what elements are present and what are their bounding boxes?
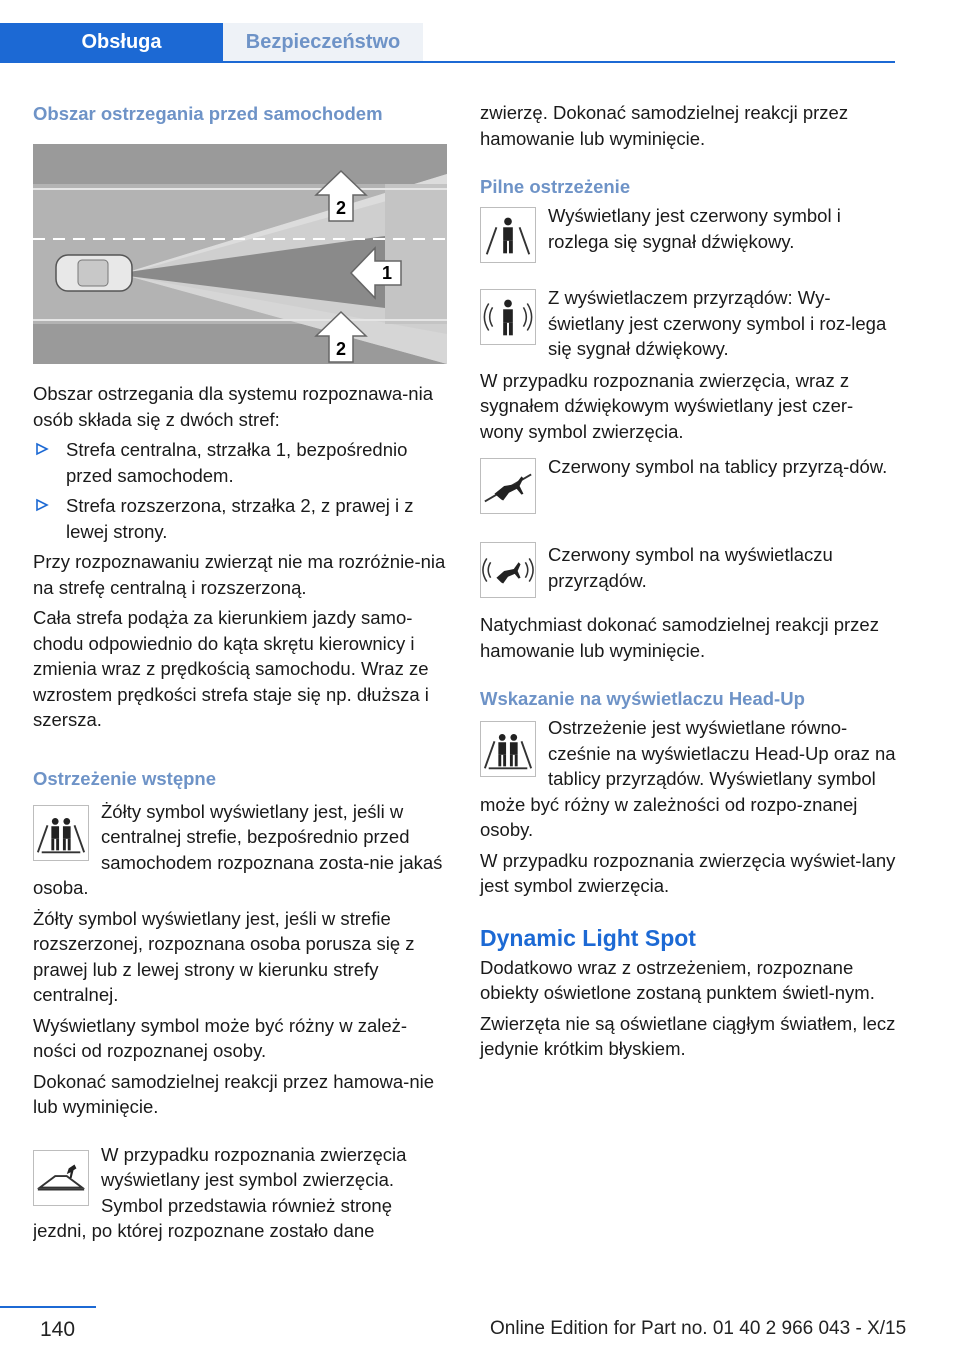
paragraph: Przy rozpoznawaniu zwierząt nie ma rozróżnie-nia na strefę centralną i rozszerzoną. bbox=[33, 551, 446, 598]
list-item: Strefa rozszerzona, strzałka 2, z prawej i z lewej strony. bbox=[33, 493, 449, 544]
paragraph: Z wyświetlaczem przyrządów: Wy-świetlany jest czerwony symbol i roz-lega się sygnał dźwiękowy. bbox=[548, 287, 887, 359]
pedestrian-red-icon bbox=[480, 207, 536, 263]
triangle-bullet-icon bbox=[35, 442, 49, 456]
paragraph: Dodatkowo wraz z ostrzeżeniem, rozpoznane obiekty oświetlone zostaną punktem świetl-nym. bbox=[480, 956, 875, 1003]
car-icon bbox=[56, 255, 132, 291]
section-tabs bbox=[0, 23, 895, 63]
pedestrians-warning-icon bbox=[33, 805, 89, 861]
paragraph: Cała strefa podąża za kierunkiem jazdy samo-chodu odpowiednio do kąta skrętu kierownicy i zmienia wraz z prędkością samochodu. Wraz ze wzrostem prędkości strefa staje się np. dłuższa i szersza. bbox=[33, 607, 429, 730]
deer-sound-icon bbox=[480, 542, 536, 598]
pedestrian-sound-icon bbox=[480, 289, 536, 345]
paragraph: Dokonać samodzielnej reakcji przez hamowa-nie lub wyminięcie. bbox=[33, 1070, 435, 1117]
heading-urgent-warning: Pilne ostrzeżenie bbox=[480, 176, 631, 197]
paragraph: Czerwony symbol na tablicy przyrzą-dów. bbox=[548, 456, 888, 477]
page-number: 140 bbox=[40, 1318, 76, 1341]
page-number-rule bbox=[0, 1306, 96, 1308]
tab-bezpieczenstwo[interactable]: Bezpieczeństwo bbox=[223, 23, 423, 61]
list-item: Strefa centralna, strzałka 1, bezpośrednio przed samochodem. bbox=[33, 437, 449, 488]
svg-text:2: 2 bbox=[335, 198, 347, 218]
heading-warning-zone: Obszar ostrzegania przed samochodem bbox=[33, 103, 383, 124]
paragraph: Żółty symbol wyświetlany jest, jeśli w centralnej strefie, bezpośrednio przed samochodem rozpoznana zosta-nie jakaś osoba. bbox=[33, 800, 443, 898]
heading-prewarning: Ostrzeżenie wstępne bbox=[33, 767, 217, 789]
head-up-pedestrians-icon bbox=[480, 721, 536, 777]
paragraph: W przypadku rozpoznania zwierzęcia wyświet-lany jest symbol zwierzęcia. bbox=[480, 849, 896, 896]
edition-note: Online Edition for Part no. 01 40 2 966 043 - X/15 bbox=[490, 1318, 907, 1339]
svg-text:2: 2 bbox=[335, 339, 347, 359]
right-column bbox=[480, 100, 896, 1062]
paragraph: Zwierzęta nie są oświetlane ciągłym światłem, lecz jedynie krótkim błyskiem. bbox=[480, 1012, 896, 1059]
paragraph: Wyświetlany jest czerwony symbol i rozlega się sygnał dźwiękowy. bbox=[548, 205, 841, 252]
animal-road-icon bbox=[33, 1150, 89, 1206]
paragraph: Natychmiast dokonać samodzielnej reakcji przez hamowanie lub wyminięcie. bbox=[480, 614, 879, 661]
svg-text:1: 1 bbox=[381, 263, 393, 283]
paragraph: Wyświetlany symbol może być różny w zależ-ności od rozpoznanej osoby. bbox=[33, 1014, 408, 1061]
paragraph: Obszar ostrzegania dla systemu rozpoznawa-nia osób składa się z dwóch stref: bbox=[33, 383, 433, 430]
tab-obsluga[interactable]: Obsługa bbox=[0, 23, 223, 61]
paragraph: zwierzę. Dokonać samodzielnej reakcji przez hamowanie lub wyminięcie. bbox=[480, 102, 849, 149]
left-column bbox=[33, 100, 449, 1244]
paragraph: Czerwony symbol na wyświetlaczu przyrządów. bbox=[548, 544, 833, 591]
paragraph: W przypadku rozpoznania zwierzęcia wyświetlany jest symbol zwierzęcia. Symbol przedstawia również stronę jezdni, po której rozpoznane zostało dane bbox=[33, 1143, 407, 1241]
heading-head-up: Wskazanie na wyświetlaczu Head-Up bbox=[480, 688, 805, 709]
paragraph: W przypadku rozpoznania zwierzęcia, wraz z sygnałem dźwiękowym wyświetlany jest czer-wony symbol zwierzęcia. bbox=[480, 369, 854, 442]
triangle-bullet-icon bbox=[35, 498, 49, 512]
warning-zone-diagram bbox=[33, 144, 447, 364]
paragraph: Żółty symbol wyświetlany jest, jeśli w strefie rozszerzonej, rozpoznana osoba porusza się z prawej lub z lewej strony w kierunku strefy centralnej. bbox=[33, 907, 415, 1005]
paragraph: Ostrzeżenie jest wyświetlane równo-cześnie na wyświetlaczu Head-Up oraz na tablicy przyrządów. Wyświetlany symbol może być różny w zależności od rozpo-znanej osoby. bbox=[480, 717, 896, 840]
heading-dynamic-light-spot: Dynamic Light Spot bbox=[480, 924, 696, 951]
deer-icon bbox=[480, 458, 536, 514]
